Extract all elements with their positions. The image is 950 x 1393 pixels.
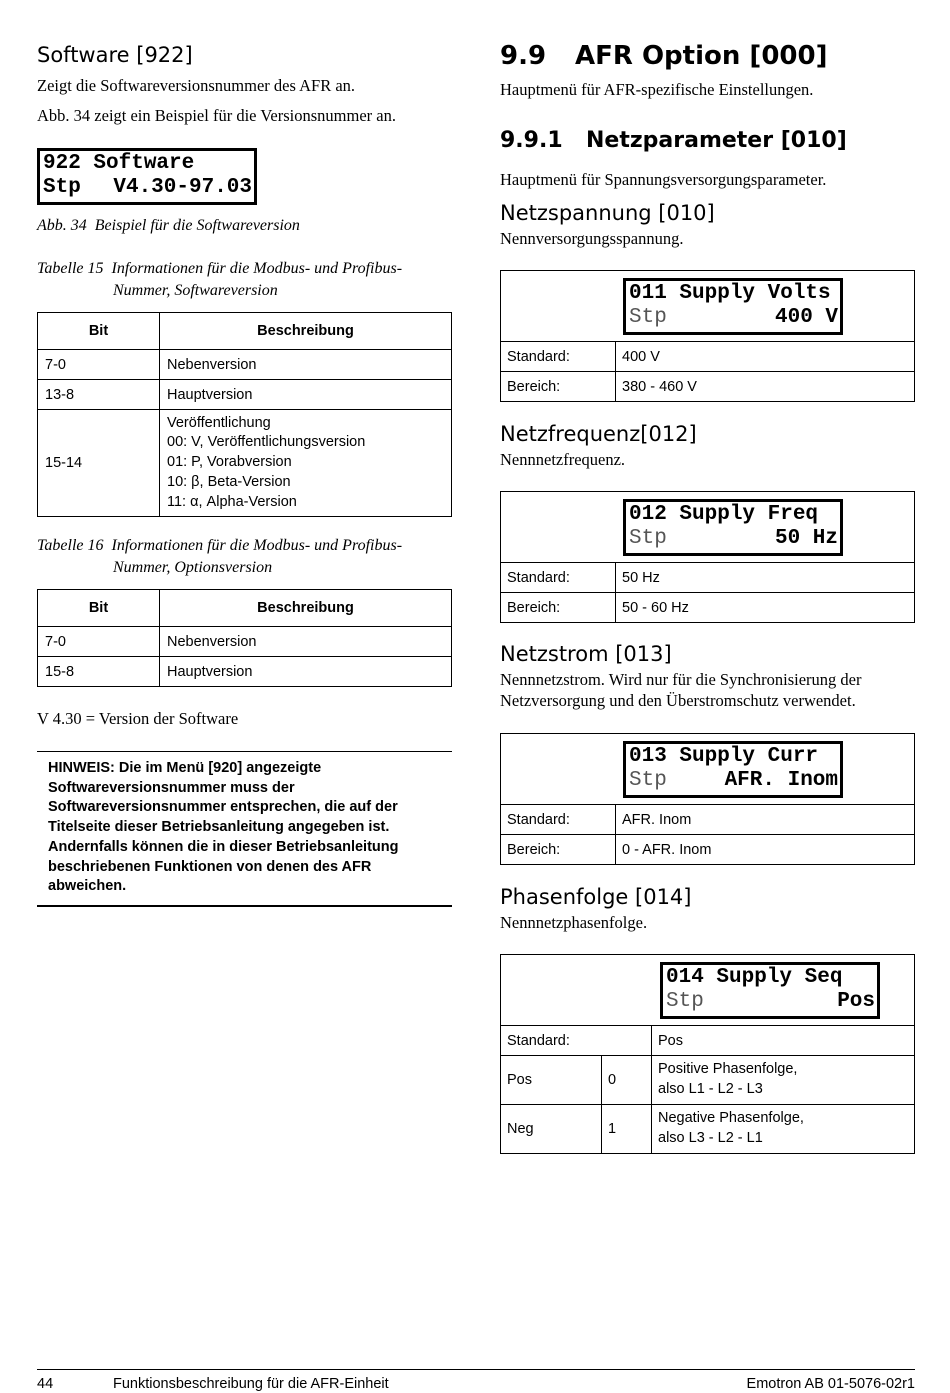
table-15 [37, 312, 452, 517]
table-cell: Bereich: [501, 835, 616, 865]
param-012-lcd-cell [501, 492, 915, 563]
section-9-9-1-heading [500, 128, 847, 153]
table-16-header-bit: Bit [38, 590, 160, 627]
param-014-table [500, 954, 915, 1154]
table-15-header-bit: Bit [38, 313, 160, 350]
table-cell: 13-8 [38, 380, 160, 410]
table-cell: 50 Hz [616, 563, 915, 593]
table-15-caption-line1: Tabelle 15 Informationen für die Modbus- und Profibus- [37, 260, 403, 277]
table-cell [652, 1056, 915, 1105]
table-cell: 50 - 60 Hz [616, 593, 915, 623]
table-cell: Neg [501, 1105, 602, 1154]
table-cell: 380 - 460 V [616, 372, 915, 402]
table-row [38, 380, 452, 410]
section-number: 9.9 [500, 41, 547, 71]
table-cell: AFR. Inom [616, 805, 915, 835]
table-row [38, 627, 452, 657]
table-cell-line: 01: P, Vorabversion [167, 454, 292, 471]
lcd-013-stp: Stp [629, 769, 667, 792]
table-cell: Pos [501, 1056, 602, 1105]
lcd-922-stp: Stp [43, 176, 81, 199]
lcd-922-line1: 922 Software [43, 152, 195, 175]
table-row [501, 563, 915, 593]
table-cell: Nebenversion [160, 350, 452, 380]
table-cell-line: also L1 - L2 - L3 [658, 1081, 763, 1097]
section-9-9-heading [500, 41, 828, 71]
section-title: AFR Option [000] [575, 41, 828, 71]
lcd-display-013 [623, 741, 843, 798]
software-paragraph-1: Zeigt die Softwareversionsnummer des AFR an. [37, 76, 356, 95]
param-012-desc: Nennnetzfrequenz. [500, 450, 626, 469]
lcd-011-value: 400 V [774, 306, 838, 329]
table-row [501, 1026, 915, 1056]
table-cell [652, 1105, 915, 1154]
table-cell: Hauptversion [160, 657, 452, 687]
table-16-caption-line2: Nummer, Optionsversion [113, 559, 273, 576]
table-row [501, 372, 915, 402]
section-9-9-1-paragraph: Hauptmenü für Spannungsversorgungsparameter. [500, 170, 827, 189]
software-heading: Software [922] [37, 43, 193, 67]
table-row [38, 657, 452, 687]
table-15-header-desc: Beschreibung [160, 313, 452, 350]
chapter-title: Funktionsbeschreibung für die AFR-Einheit [113, 1376, 389, 1392]
param-010-heading: Netzspannung [010] [500, 201, 715, 225]
table-cell: Standard: [501, 1026, 652, 1056]
table-row [501, 835, 915, 865]
table-cell: 0 - AFR. Inom [616, 835, 915, 865]
lcd-012-line1: 012 Supply Freq [629, 503, 819, 526]
table-row [38, 410, 452, 517]
param-010-lcd-cell [501, 271, 915, 342]
hinweis-line: HINWEIS: Die im Menü [920] angezeigte [48, 760, 322, 776]
lcd-display-012 [623, 499, 843, 556]
hinweis-line: beschriebenen Funktionen von denen des AFR [48, 858, 372, 875]
lcd-display-922 [37, 148, 257, 205]
param-012-table [500, 491, 915, 623]
table-cell-line: Veröffentlichung [167, 414, 271, 431]
param-013-heading: Netzstrom [013] [500, 642, 672, 666]
lcd-011-line1: 011 Supply Volts [629, 282, 831, 305]
section-9-9-paragraph: Hauptmenü für AFR-spezifische Einstellungen. [500, 80, 814, 99]
page-number: 44 [37, 1376, 54, 1392]
lcd-013-line1: 013 Supply Curr [629, 745, 819, 768]
hinweis-line: Andernfalls können die in dieser Betriebsanleitung [48, 838, 399, 855]
table-cell: Bereich: [501, 372, 616, 402]
table-row [501, 1056, 915, 1105]
table-cell: 0 [602, 1056, 652, 1105]
page-footer [37, 1369, 915, 1392]
table-cell: 15-8 [38, 657, 160, 687]
table-cell-line: Negative Phasenfolge, [658, 1110, 804, 1127]
section-number: 9.9.1 [500, 128, 563, 153]
table-row [501, 1105, 915, 1154]
table-row [38, 350, 452, 380]
hinweis-note [37, 751, 452, 907]
table-cell: Standard: [501, 563, 616, 593]
table-cell: Hauptversion [160, 380, 452, 410]
param-013-lcd-cell [501, 734, 915, 805]
hinweis-line: Softwareversionsnummer muss der [48, 779, 295, 796]
table-cell: 15-14 [38, 410, 160, 517]
table-cell: 1 [602, 1105, 652, 1154]
hinweis-line: Titelseite dieser Betriebsanleitung angegeben ist. [48, 819, 390, 836]
lcd-display-011 [623, 278, 843, 335]
lcd-014-stp: Stp [666, 990, 704, 1013]
table-cell: Pos [652, 1026, 915, 1056]
lcd-013-value: AFR. Inom [724, 769, 838, 792]
table-cell-line: also L3 - L2 - L1 [658, 1130, 763, 1146]
table-cell: 7-0 [38, 627, 160, 657]
figure-34-caption: Abb. 34 Beispiel für die Softwareversion [37, 217, 300, 234]
hinweis-line: Softwareversionsnummer entsprechen, die auf der [48, 799, 398, 816]
lcd-014-line1: 014 Supply Seq [666, 966, 843, 989]
lcd-display-014 [660, 962, 880, 1019]
param-013-desc-line2: Netzversorgung und den Überstromschutz verwendet. [500, 691, 856, 710]
table-cell-line: 11: α, Alpha-Version [167, 493, 297, 510]
document-id: Emotron AB 01-5076-02r1 [746, 1376, 915, 1392]
param-010-table [500, 270, 915, 402]
lcd-012-value: 50 Hz [774, 527, 838, 550]
param-014-lcd-cell [501, 955, 915, 1026]
table-16 [37, 589, 452, 687]
table-16-caption-line1: Tabelle 16 Informationen für die Modbus- und Profibus- [37, 537, 403, 554]
table-row [501, 593, 915, 623]
table-row [501, 805, 915, 835]
param-010-desc: Nennversorgungsspannung. [500, 229, 684, 248]
table-cell: Bereich: [501, 593, 616, 623]
section-title: Netzparameter [010] [586, 128, 847, 153]
table-cell: Nebenversion [160, 627, 452, 657]
lcd-922-version: V4.30-97.03 [113, 176, 252, 199]
hinweis-line: abweichen. [48, 878, 127, 895]
table-16-header-desc: Beschreibung [160, 590, 452, 627]
table-cell [160, 410, 452, 517]
table-cell-line: 00: V, Veröffentlichungsversion [167, 434, 366, 451]
software-paragraph-2: Abb. 34 zeigt ein Beispiel für die Versionsnummer an. [37, 106, 396, 125]
param-013-table [500, 733, 915, 865]
table-cell-line: Positive Phasenfolge, [658, 1061, 798, 1078]
table-15-caption-line2: Nummer, Softwareversion [113, 282, 278, 299]
lcd-011-stp: Stp [629, 306, 667, 329]
param-013-desc-line1: Nennnetzstrom. Wird nur für die Synchronisierung der [500, 670, 862, 689]
table-cell-line: 10: β, Beta-Version [167, 473, 291, 490]
table-cell: 400 V [616, 342, 915, 372]
param-014-heading: Phasenfolge [014] [500, 885, 692, 909]
table-cell: Standard: [501, 342, 616, 372]
version-note: V 4.30 = Version der Software [37, 709, 239, 728]
param-012-heading: Netzfrequenz[012] [500, 422, 697, 446]
table-cell: 7-0 [38, 350, 160, 380]
lcd-012-stp: Stp [629, 527, 667, 550]
table-cell: Standard: [501, 805, 616, 835]
param-014-desc: Nennnetzphasenfolge. [500, 913, 648, 932]
table-row [501, 342, 915, 372]
lcd-014-value: Pos [837, 990, 875, 1013]
